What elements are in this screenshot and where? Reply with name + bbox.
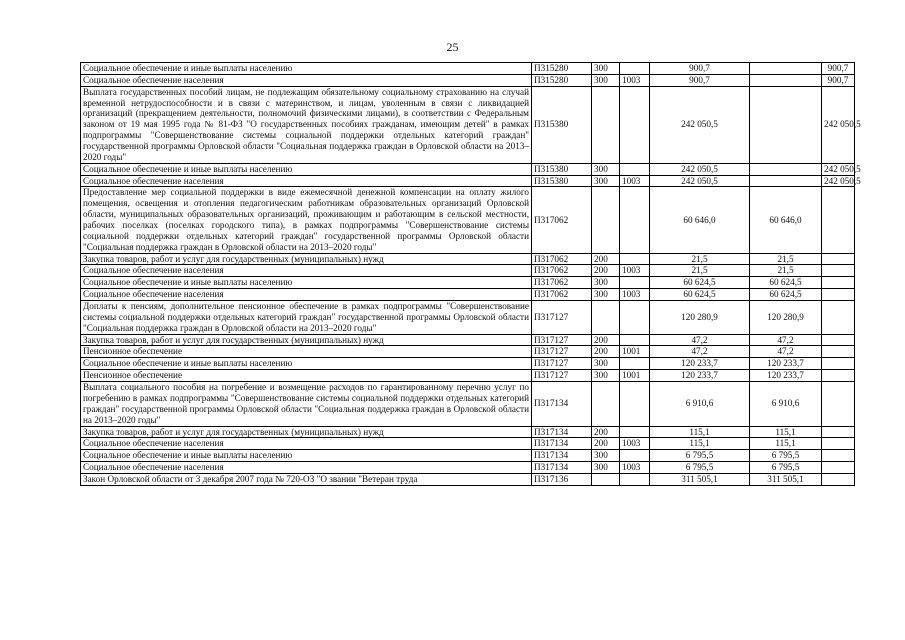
target-code: П317062 xyxy=(532,187,592,253)
amount-regional: 21,5 xyxy=(750,253,822,265)
amount-federal: 900,7 xyxy=(822,63,855,75)
amount-total: 242 050,5 xyxy=(650,163,750,175)
page-number: 25 xyxy=(446,40,459,54)
amount-federal xyxy=(822,462,855,474)
item-name: Социальное обеспечение и иные выплаты населению xyxy=(81,163,532,175)
expense-type: 300 xyxy=(592,74,620,86)
amount-total: 120 233,7 xyxy=(650,358,750,370)
target-code: П315280 xyxy=(532,63,592,75)
item-name: Пенсионное обеспечение xyxy=(81,370,532,382)
section-code xyxy=(620,301,650,335)
section-code: 1003 xyxy=(620,462,650,474)
amount-regional: 60 624,5 xyxy=(750,289,822,301)
amount-federal xyxy=(822,253,855,265)
amount-regional xyxy=(750,86,822,163)
expense-type xyxy=(592,301,620,335)
amount-total: 120 280,9 xyxy=(650,301,750,335)
expense-type: 300 xyxy=(592,289,620,301)
amount-federal xyxy=(822,346,855,358)
item-name: Выплата социального пособия на погребение и возмещение расходов по гарантированному перечню услуг по погребению в рамках подпрограммы "Совершенствование системы социальной поддержки отдельных категорий граждан" государственной программы Орловской области "Социальная поддержка граждан в Орловской области на 2013–2020 годы" xyxy=(81,382,532,426)
amount-total: 60 646,0 xyxy=(650,187,750,253)
expense-type: 300 xyxy=(592,163,620,175)
target-code: П317134 xyxy=(532,438,592,450)
table-row xyxy=(81,253,855,265)
expense-type xyxy=(592,86,620,163)
amount-regional: 21,5 xyxy=(750,265,822,277)
expense-type: 200 xyxy=(592,346,620,358)
amount-federal xyxy=(822,438,855,450)
section-code xyxy=(620,358,650,370)
item-name: Доплаты к пенсиям, дополнительное пенсионное обеспечение в рамках подпрограммы "Совершенствование системы социальной поддержки отдельных категорий граждан" государственной программы Орловской области "Социальная поддержка граждан в Орловской области на 2013–2020 годы" xyxy=(81,301,532,335)
amount-federal xyxy=(822,382,855,426)
section-code: 1001 xyxy=(620,346,650,358)
section-code xyxy=(620,382,650,426)
amount-regional: 120 233,7 xyxy=(750,358,822,370)
section-code: 1003 xyxy=(620,74,650,86)
amount-federal: 242 050,5 xyxy=(822,86,855,163)
expense-type: 300 xyxy=(592,450,620,462)
table-row xyxy=(81,438,855,450)
expense-type xyxy=(592,473,620,485)
target-code: П317127 xyxy=(532,370,592,382)
table-row xyxy=(81,86,855,163)
expense-type xyxy=(592,382,620,426)
amount-regional xyxy=(750,63,822,75)
table-row xyxy=(81,426,855,438)
amount-federal xyxy=(822,289,855,301)
amount-regional: 115,1 xyxy=(750,426,822,438)
expense-type xyxy=(592,187,620,253)
amount-regional: 6 795,5 xyxy=(750,450,822,462)
target-code: П315380 xyxy=(532,175,592,187)
amount-regional: 120 233,7 xyxy=(750,370,822,382)
target-code: П317062 xyxy=(532,277,592,289)
expense-type: 300 xyxy=(592,277,620,289)
expense-type: 300 xyxy=(592,63,620,75)
amount-total: 115,1 xyxy=(650,426,750,438)
expense-type: 300 xyxy=(592,370,620,382)
amount-total: 6 795,5 xyxy=(650,462,750,474)
amount-regional: 47,2 xyxy=(750,334,822,346)
table-row xyxy=(81,473,855,485)
amount-total: 242 050,5 xyxy=(650,175,750,187)
amount-total: 6 910,6 xyxy=(650,382,750,426)
table-row xyxy=(81,370,855,382)
amount-federal: 242 050,5 xyxy=(822,175,855,187)
table-row xyxy=(81,277,855,289)
section-code: 1003 xyxy=(620,175,650,187)
expense-type: 200 xyxy=(592,334,620,346)
amount-federal xyxy=(822,334,855,346)
amount-regional: 6 795,5 xyxy=(750,462,822,474)
item-name: Пенсионное обеспечение xyxy=(81,346,532,358)
item-name: Закон Орловской области от 3 декабря 2007 года № 720-ОЗ "О звании "Ветеран труда xyxy=(81,473,532,485)
item-name: Социальное обеспечение населения xyxy=(81,175,532,187)
section-code xyxy=(620,63,650,75)
expense-type: 300 xyxy=(592,462,620,474)
amount-federal: 900,7 xyxy=(822,74,855,86)
table-row xyxy=(81,346,855,358)
amount-total: 47,2 xyxy=(650,334,750,346)
amount-regional: 120 280,9 xyxy=(750,301,822,335)
amount-total: 900,7 xyxy=(650,63,750,75)
target-code: П317127 xyxy=(532,334,592,346)
table-row xyxy=(81,462,855,474)
section-code xyxy=(620,426,650,438)
section-code: 1003 xyxy=(620,289,650,301)
section-code xyxy=(620,277,650,289)
table-row xyxy=(81,265,855,277)
target-code: П317134 xyxy=(532,450,592,462)
item-name: Социальное обеспечение населения xyxy=(81,74,532,86)
amount-total: 6 795,5 xyxy=(650,450,750,462)
amount-regional xyxy=(750,163,822,175)
amount-federal: 242 050,5 xyxy=(822,163,855,175)
amount-regional: 6 910,6 xyxy=(750,382,822,426)
amount-federal xyxy=(822,187,855,253)
amount-federal xyxy=(822,277,855,289)
target-code: П317062 xyxy=(532,289,592,301)
section-code xyxy=(620,163,650,175)
amount-regional: 60 624,5 xyxy=(750,277,822,289)
expense-type: 200 xyxy=(592,265,620,277)
expense-type: 200 xyxy=(592,438,620,450)
amount-regional xyxy=(750,74,822,86)
expense-type: 300 xyxy=(592,358,620,370)
table-row xyxy=(81,358,855,370)
target-code: П315380 xyxy=(532,86,592,163)
amount-federal xyxy=(822,370,855,382)
section-code xyxy=(620,450,650,462)
item-name: Закупка товаров, работ и услуг для государственных (муниципальных) нужд xyxy=(81,334,532,346)
amount-total: 242 050,5 xyxy=(650,86,750,163)
budget-table xyxy=(80,62,861,486)
item-name: Социальное обеспечение и иные выплаты населению xyxy=(81,358,532,370)
item-name: Социальное обеспечение и иные выплаты населению xyxy=(81,450,532,462)
amount-regional: 47,2 xyxy=(750,346,822,358)
expense-type: 300 xyxy=(592,175,620,187)
target-code: П317062 xyxy=(532,265,592,277)
table-row xyxy=(81,163,855,175)
section-code: 1003 xyxy=(620,265,650,277)
table-row xyxy=(81,289,855,301)
amount-total: 120 233,7 xyxy=(650,370,750,382)
section-code xyxy=(620,473,650,485)
amount-total: 21,5 xyxy=(650,253,750,265)
amount-federal xyxy=(822,358,855,370)
item-name: Социальное обеспечение и иные выплаты населению xyxy=(81,63,532,75)
item-name: Закупка товаров, работ и услуг для государственных (муниципальных) нужд xyxy=(81,253,532,265)
table-row xyxy=(81,74,855,86)
amount-total: 60 624,5 xyxy=(650,277,750,289)
section-code xyxy=(620,187,650,253)
table-row xyxy=(81,301,855,335)
section-code: 1003 xyxy=(620,438,650,450)
item-name: Социальное обеспечение и иные выплаты населению xyxy=(81,277,532,289)
item-name: Закупка товаров, работ и услуг для государственных (муниципальных) нужд xyxy=(81,426,532,438)
amount-regional: 311 505,1 xyxy=(750,473,822,485)
amount-total: 115,1 xyxy=(650,438,750,450)
section-code: 1001 xyxy=(620,370,650,382)
target-code: П317062 xyxy=(532,253,592,265)
item-name: Социальное обеспечение населения xyxy=(81,265,532,277)
target-code: П317127 xyxy=(532,346,592,358)
amount-total: 900,7 xyxy=(650,74,750,86)
item-name: Предоставление мер социальной поддержки в виде ежемесячной денежной компенсации на оплату жилого помещения, освещения и отопления педагогическим работникам образовательных организаций Орловской области, муниципальных образовательных организаций, проживающим и работающим в сельской местности, рабочих поселках (поселках городского типа), в рамках подпрограммы "Совершенствование системы социальной поддержки отдельных категорий граждан" государственной программы Орловской области "Социальная поддержка граждан в Орловской области на 2013–2020 годы" xyxy=(81,187,532,253)
section-code xyxy=(620,334,650,346)
section-code xyxy=(620,253,650,265)
amount-total: 60 624,5 xyxy=(650,289,750,301)
item-name: Социальное обеспечение населения xyxy=(81,462,532,474)
table-row xyxy=(81,382,855,426)
target-code: П317134 xyxy=(532,382,592,426)
amount-total: 47,2 xyxy=(650,346,750,358)
amount-total: 21,5 xyxy=(650,265,750,277)
table-row xyxy=(81,450,855,462)
target-code: П317127 xyxy=(532,358,592,370)
amount-regional: 60 646,0 xyxy=(750,187,822,253)
amount-total: 311 505,1 xyxy=(650,473,750,485)
table-row xyxy=(81,334,855,346)
target-code: П317134 xyxy=(532,462,592,474)
amount-federal xyxy=(822,473,855,485)
item-name: Социальное обеспечение населения xyxy=(81,438,532,450)
target-code: П315380 xyxy=(532,163,592,175)
amount-regional: 115,1 xyxy=(750,438,822,450)
table-row xyxy=(81,187,855,253)
target-code: П317127 xyxy=(532,301,592,335)
expense-type: 200 xyxy=(592,253,620,265)
amount-regional xyxy=(750,175,822,187)
table-row xyxy=(81,63,855,75)
amount-federal xyxy=(822,301,855,335)
item-name: Выплата государственных пособий лицам, не подлежащим обязательному социальному страхованию на случай временной нетрудоспособности и в связи с материнством, и лицам, уволенным в связи с ликвидацией организаций (прекращением деятельности, полномочий физическими лицами), в соответствии с Федеральным законом от 19 мая 1995 года № 81-ФЗ "О государственных пособиях гражданам, имеющим детей" в рамках подпрограммы "Совершенствование системы социальной поддержки отдельных категорий граждан" государственной программы Орловской области "Социальная поддержка граждан в Орловской области на 2013–2020 годы" xyxy=(81,86,532,163)
target-code: П317134 xyxy=(532,426,592,438)
amount-federal xyxy=(822,450,855,462)
amount-federal xyxy=(822,265,855,277)
amount-federal xyxy=(822,426,855,438)
target-code: П315280 xyxy=(532,74,592,86)
section-code xyxy=(620,86,650,163)
table-row xyxy=(81,175,855,187)
expense-type: 200 xyxy=(592,426,620,438)
item-name: Социальное обеспечение населения xyxy=(81,289,532,301)
target-code: П317136 xyxy=(532,473,592,485)
